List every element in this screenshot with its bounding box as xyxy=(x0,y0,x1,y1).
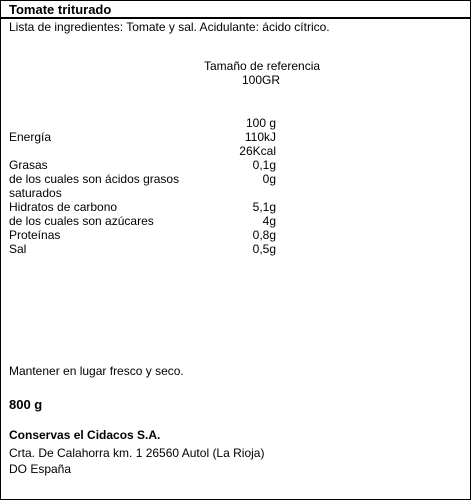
net-weight: 800 g xyxy=(9,397,43,412)
nutrition-value: 4g xyxy=(262,214,276,228)
title-divider xyxy=(0,17,471,19)
nutrition-label: Grasas xyxy=(9,158,48,172)
nutrition-value: 5,1g xyxy=(252,200,276,214)
nutrition-value: 0,5g xyxy=(252,242,276,256)
nutrition-label: Proteínas xyxy=(9,228,61,242)
nutrition-value: 26Kcal xyxy=(239,144,276,158)
nutrition-value: 110kJ xyxy=(244,130,276,144)
nutrition-label: de los cuales son ácidos grasos xyxy=(9,172,180,186)
nutrition-label: de los cuales son azúcares xyxy=(9,214,154,228)
reference-size-label: Tamaño de referencia xyxy=(204,59,321,73)
reference-size-value: 100GR xyxy=(242,73,281,87)
origin-designation: DO España xyxy=(9,462,72,476)
product-title: Tomate triturado xyxy=(9,2,112,17)
per-amount-value: 100 g xyxy=(245,116,276,130)
nutrition-value: 0g xyxy=(262,172,276,186)
nutrition-value: 0,1g xyxy=(252,158,276,172)
nutrition-label: Hidratos de carbono xyxy=(9,200,118,214)
nutrition-label: Energía xyxy=(9,130,52,144)
manufacturer-name: Conservas el Cidacos S.A. xyxy=(9,428,161,442)
nutrition-value: 0,8g xyxy=(252,228,276,242)
manufacturer-address: Crta. De Calahorra km. 1 26560 Autol (La Rioja) xyxy=(9,446,265,460)
nutrition-label: saturados xyxy=(9,186,62,200)
ingredients-list: Lista de ingredientes: Tomate y sal. Acidulante: ácido cítrico. xyxy=(9,20,330,34)
storage-instructions: Mantener en lugar fresco y seco. xyxy=(9,364,184,378)
nutrition-label: Sal xyxy=(9,242,27,256)
